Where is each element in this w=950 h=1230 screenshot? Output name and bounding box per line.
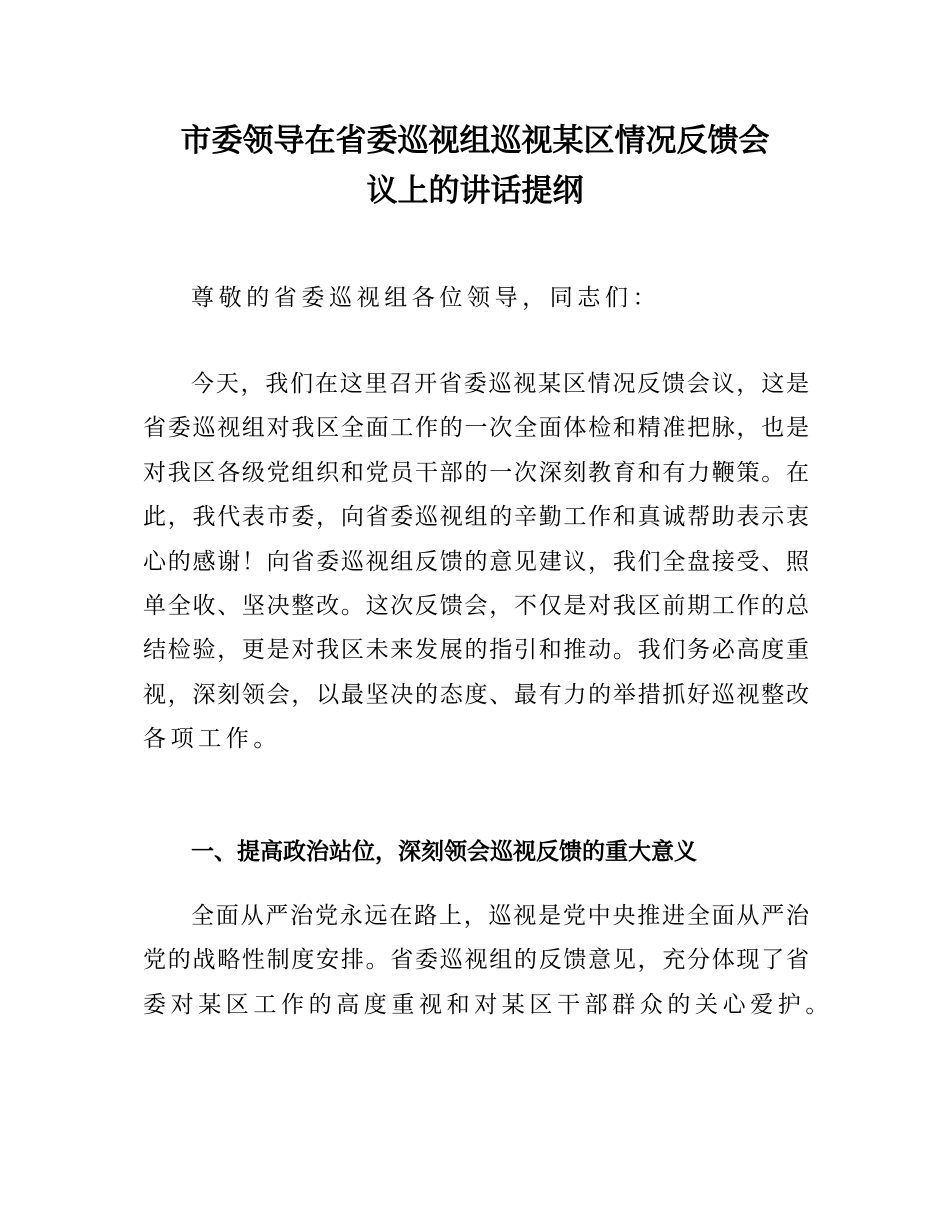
paragraph-intro	[143, 362, 809, 762]
paragraph-line: 单全收、坚决整改。这次反馈会，不仅是对我区前期工作的总	[143, 592, 809, 619]
title-line-1: 市委领导在省委巡视组巡视某区情况反馈会	[180, 123, 770, 159]
paragraph-line: 全面从严治党永远在路上，巡视是党中央推进全面从严治	[191, 903, 809, 929]
paragraph-line: 委对某区工作的高度重视和对某区干部群众的关心爱护。	[143, 991, 833, 1018]
paragraph-line: 今天，我们在这里召开省委巡视某区情况反馈会议，这是	[191, 371, 809, 397]
paragraph-line: 各项工作。	[143, 726, 281, 753]
paragraph-line: 心的感谢！向省委巡视组反馈的意见建议，我们全盘接受、照	[143, 548, 809, 575]
paragraph-line: 党的战略性制度安排。省委巡视组的反馈意见，充分体现了省	[143, 947, 809, 974]
document-title	[0, 116, 950, 216]
paragraph-line: 此，我代表市委，向省委巡视组的辛勤工作和真诚帮助表示衷	[143, 504, 809, 531]
paragraph-line: 视，深刻领会，以最坚决的态度、最有力的举措抓好巡视整改	[143, 681, 809, 708]
section-heading-1: 一、提高政治站位，深刻领会巡视反馈的重大意义	[191, 839, 697, 865]
paragraph-section-1	[143, 894, 833, 1027]
paragraph-line: 结检验，更是对我区未来发展的指引和推动。我们务必高度重	[143, 637, 809, 664]
paragraph-line: 省委巡视组对我区全面工作的一次全面体检和精准把脉，也是	[143, 415, 809, 442]
title-line-2: 议上的讲话提纲	[366, 173, 584, 209]
paragraph-line: 对我区各级党组织和党员干部的一次深刻教育和有力鞭策。在	[143, 459, 809, 486]
salutation: 尊敬的省委巡视组各位领导，同志们：	[191, 285, 661, 311]
